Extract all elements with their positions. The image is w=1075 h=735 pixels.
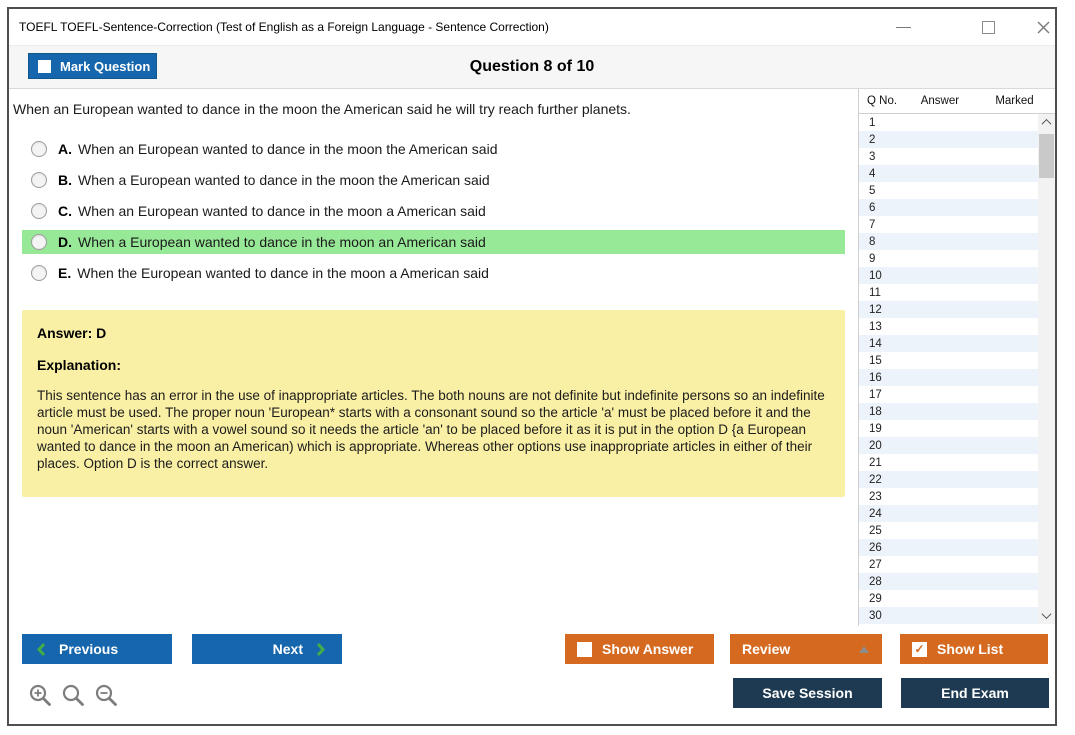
radio-button[interactable] (31, 141, 47, 157)
question-number-cell: 19 (869, 422, 882, 435)
previous-label: Previous (59, 641, 119, 657)
question-number-cell: 23 (869, 490, 882, 503)
chevron-left-icon (36, 642, 46, 657)
end-exam-button[interactable] (901, 678, 1049, 708)
option-text: When an European wanted to dance in the moon a American said (78, 203, 486, 219)
option-letter: D. (58, 234, 72, 250)
question-list-header (859, 89, 1055, 114)
zoom-out-icon[interactable] (94, 683, 120, 709)
close-button[interactable] (1028, 9, 1058, 46)
option-letter: C. (58, 203, 72, 219)
question-list-row[interactable] (859, 233, 1039, 250)
scroll-down-button[interactable] (1038, 607, 1055, 624)
question-list-row[interactable] (859, 352, 1039, 369)
review-dropdown-button[interactable] (730, 634, 882, 664)
question-list-row[interactable] (859, 437, 1039, 454)
zoom-controls (28, 683, 120, 709)
question-list-row[interactable] (859, 250, 1039, 267)
save-session-label: Save Session (762, 685, 853, 701)
question-number-cell: 5 (869, 184, 876, 197)
question-number-cell: 10 (869, 269, 882, 282)
question-panel (9, 89, 858, 626)
radio-button[interactable] (31, 265, 47, 281)
question-list-row[interactable] (859, 420, 1039, 437)
footer-bar (9, 626, 1055, 724)
question-list-row[interactable] (859, 403, 1039, 420)
question-number-cell: 20 (869, 439, 882, 452)
answer-option-e[interactable] (22, 261, 845, 285)
chevron-right-icon (316, 642, 326, 657)
option-letter: E. (58, 265, 72, 281)
mark-question-checkbox[interactable] (38, 60, 51, 73)
question-number-cell: 22 (869, 473, 882, 486)
close-icon (1037, 21, 1050, 34)
question-list-row[interactable] (859, 165, 1039, 182)
question-number-cell: 1 (869, 116, 876, 129)
question-number-cell: 11 (869, 286, 881, 299)
show-list-label: Show List (937, 641, 1004, 657)
options-list (22, 137, 845, 292)
maximize-button[interactable] (973, 9, 1003, 46)
triangle-up-icon (859, 646, 869, 653)
show-list-button[interactable] (900, 634, 1048, 664)
question-number-cell: 7 (869, 218, 876, 231)
radio-button[interactable] (31, 203, 47, 219)
column-header-qno: Q No. (867, 95, 898, 107)
answer-option-c[interactable] (22, 199, 845, 223)
answer-option-a[interactable] (22, 137, 845, 161)
option-text: When a European wanted to dance in the moon the American said (78, 172, 490, 188)
explanation-text: This sentence has an error in the use of inappropriate articles. The both nouns are not definite but indefinite persons so an indefinite article must be used. The proper noun 'European* starts with a consonant sound so the article 'a' must be placed before it and the noun 'American' starts with a vowel sound so it needs the article 'an' to be placed before it as it is put in the option D {a European wanted to dance in the moon an American) which is appropriate. Whereas other options use inappropriate articles in either of their places. Option D is the correct answer. (37, 388, 825, 471)
question-list-row[interactable] (859, 573, 1039, 590)
question-number-cell: 4 (869, 167, 876, 180)
question-list-row[interactable] (859, 114, 1039, 131)
question-number-cell: 24 (869, 507, 882, 520)
question-list-row[interactable] (859, 335, 1039, 352)
title-bar (9, 9, 1055, 46)
option-text: When the European wanted to dance in the moon a American said (77, 265, 489, 281)
review-label: Review (742, 641, 791, 657)
question-number-cell: 9 (869, 252, 876, 265)
maximize-icon (982, 21, 995, 34)
chevron-down-icon (1042, 609, 1052, 619)
zoom-in-icon[interactable] (28, 683, 54, 709)
question-list-row[interactable] (859, 369, 1039, 386)
question-list-row[interactable] (859, 267, 1039, 284)
question-list-body (859, 114, 1039, 624)
end-exam-label: End Exam (941, 685, 1009, 701)
question-list-row[interactable] (859, 216, 1039, 233)
chevron-up-icon (1042, 119, 1052, 129)
minimize-button[interactable] (888, 9, 918, 46)
question-number-cell: 13 (869, 320, 882, 333)
question-number-cell: 14 (869, 337, 882, 350)
question-number-cell: 16 (869, 371, 882, 384)
question-number-cell: 3 (869, 150, 876, 163)
question-list-row[interactable] (859, 199, 1039, 216)
answer-option-d[interactable] (22, 230, 845, 254)
question-number-cell: 6 (869, 201, 876, 214)
question-list-row[interactable] (859, 488, 1039, 505)
question-list-row[interactable] (859, 607, 1039, 624)
answer-option-b[interactable] (22, 168, 845, 192)
question-list-row[interactable] (859, 148, 1039, 165)
minimize-icon (896, 27, 911, 28)
question-number-cell: 8 (869, 235, 876, 248)
question-list-row[interactable] (859, 386, 1039, 403)
save-session-button[interactable] (733, 678, 882, 708)
question-list-row[interactable] (859, 301, 1039, 318)
question-list-row[interactable] (859, 471, 1039, 488)
question-number-cell: 17 (869, 388, 882, 401)
question-text: When an European wanted to dance in the moon the American said he will try reach further planets. (13, 101, 631, 117)
answer-explanation-panel (22, 310, 845, 497)
radio-button[interactable] (31, 172, 47, 188)
question-list-row[interactable] (859, 505, 1039, 522)
column-header-marked: Marked (995, 95, 1034, 107)
question-list-row[interactable] (859, 318, 1039, 335)
question-list-row[interactable] (859, 284, 1039, 301)
show-answer-button[interactable] (565, 634, 714, 664)
show-list-checkbox[interactable]: ✓ (912, 642, 927, 657)
option-letter: A. (58, 141, 72, 157)
column-header-answer: Answer (920, 95, 960, 107)
question-number-cell: 21 (869, 456, 882, 469)
zoom-reset-icon[interactable] (61, 683, 87, 709)
question-number-cell: 26 (869, 541, 882, 554)
question-list-row[interactable] (859, 522, 1039, 539)
mark-question-label: Mark Question (60, 58, 151, 74)
next-button[interactable] (192, 634, 342, 664)
question-list-row[interactable] (859, 556, 1039, 573)
question-number-cell: 2 (869, 133, 876, 146)
question-list-row[interactable] (859, 590, 1039, 607)
show-answer-checkbox[interactable] (577, 642, 592, 657)
explanation-label: Explanation: (37, 357, 122, 373)
question-list-row[interactable] (859, 131, 1039, 148)
question-number-cell: 25 (869, 524, 882, 537)
header-bar (9, 46, 1055, 89)
next-label: Next (272, 641, 303, 657)
question-list-row[interactable] (859, 454, 1039, 471)
app-window (7, 7, 1057, 726)
option-letter: B. (58, 172, 72, 188)
scroll-up-button[interactable] (1038, 114, 1055, 131)
previous-button[interactable] (22, 634, 172, 664)
question-list-scrollbar[interactable] (1038, 114, 1055, 624)
option-text: When an European wanted to dance in the moon the American said (78, 141, 498, 157)
radio-button[interactable] (31, 234, 47, 250)
question-number-cell: 29 (869, 592, 882, 605)
mark-question-button[interactable] (28, 53, 157, 79)
question-number-cell: 15 (869, 354, 882, 367)
question-number-cell: 30 (869, 609, 882, 622)
show-answer-label: Show Answer (602, 641, 694, 657)
scrollbar-thumb[interactable] (1039, 134, 1054, 178)
question-number-cell: 18 (869, 405, 882, 418)
question-number-cell: 12 (869, 303, 882, 316)
answer-label: Answer: D (37, 325, 107, 341)
question-list-sidebar (858, 89, 1055, 626)
option-text: When a European wanted to dance in the moon an American said (78, 234, 486, 250)
question-list-row[interactable] (859, 182, 1039, 199)
question-counter: Question 8 of 10 (469, 58, 595, 75)
question-list-row[interactable] (859, 539, 1039, 556)
question-number-cell: 28 (869, 575, 882, 588)
question-number-cell: 27 (869, 558, 882, 571)
window-title: TOEFL TOEFL-Sentence-Correction (Test of English as a Foreign Language - Sentence Correction) (19, 20, 549, 34)
